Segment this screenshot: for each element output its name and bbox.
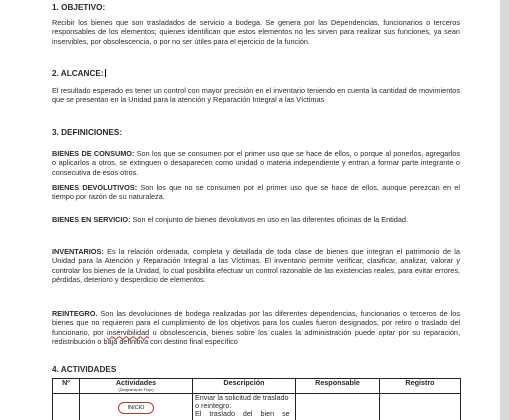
desc-bienes-servicio: Son el conjunto de bienes devolutivos en uso en las diferentes oficinas de la Entidad. [130, 215, 408, 224]
term-bienes-devolutivos: BIENES DEVOLUTIVOS: [52, 183, 138, 192]
desc-line-2: El traslado del bien se [195, 409, 290, 418]
activities-table [52, 378, 461, 420]
cell-registro [380, 394, 461, 420]
table-row [53, 394, 461, 420]
heading-alcance-text: 2. ALCANCE: [52, 69, 104, 78]
text-cursor [105, 69, 106, 77]
section-objetivo [52, 3, 460, 46]
col-header-actividades [80, 379, 193, 394]
cell-numero [53, 394, 80, 420]
spellcheck-flagged-word[interactable]: inservibilidad [107, 327, 150, 337]
heading-actividades: 4. ACTIVIDADES [52, 365, 117, 374]
col-header-numero: Nº [53, 379, 80, 394]
text-objetivo: Recibir los bienes que son trasladados de servicio a bodega. Se genera por las Dependencias, funcionarios o terceros responsables de los elementos; quienes identifican que estos elementos no les sirven para realizar sus funciones, ya sean inservibles, por obsolescencia, o por no ser útiles para el ejercicio de la función. [52, 18, 460, 46]
desc-bienes-consumo: Son los que se consumen por el primer uso que se hace de ellos, o porque al ponerlos, agregarlos o aplicarlos a otros, se extinguen o desaparecen como unidad o materia independiente y entran a formar parte integrante o consecutiva de esos otros. [52, 149, 460, 177]
section-actividades [52, 365, 460, 375]
def-inventarios [52, 247, 460, 284]
term-bienes-servicio: BIENES EN SERVICIO: [52, 215, 131, 224]
term-inventarios: INVENTARIOS: [52, 247, 104, 256]
desc-bienes-devolutivos: Son los que no se consumen por el primer uso que se hace de ellos, aunque perezcan en el tiempo por razón de su naturaleza. [52, 183, 460, 202]
table-header-row [53, 379, 461, 394]
def-bienes-consumo [52, 149, 460, 177]
desc-reintegro-part2: u obsolescencia, bienes sobre los cuales la administración puede optar por su reparación, redistribución o baja definitiva con destino final específico [52, 327, 461, 346]
heading-definiciones: 3. DEFINICIONES: [52, 128, 123, 137]
col-header-registro: Registro [380, 379, 461, 394]
col-header-responsable: Responsable [296, 379, 380, 394]
def-bienes-devolutivos [52, 183, 460, 202]
def-bienes-servicio [52, 215, 460, 224]
col-header-descripcion: Descripción [193, 379, 296, 394]
cell-descripcion [193, 394, 296, 420]
section-alcance [52, 69, 460, 105]
cell-flowchart [80, 394, 193, 420]
heading-objetivo: 1. OBJETIVO: [52, 3, 106, 12]
cell-responsable [296, 394, 380, 420]
flow-start-terminator: INICIO [118, 402, 155, 414]
col-header-actividades-label: Actividades [115, 378, 157, 387]
term-bienes-consumo: BIENES DE CONSUMO: [52, 149, 135, 158]
col-header-actividades-sub: (Diagrama de Flujo) [118, 387, 154, 392]
desc-reintegro-part1: Son las devoluciones de bodega realizadas por las diferentes dependencias, funcionarios o terceros de los bienes que no requieren para el cumplimiento de los objetivos para los cuales fueron designados, por retiro o traslado del funcionario, por [52, 309, 460, 337]
page-edge-shadow [500, 0, 509, 420]
term-reintegro: REINTEGRO. [52, 309, 98, 318]
desc-line-1: Enviar la solicitud de traslado o reintegro. [195, 393, 289, 410]
text-alcance: El resultado esperado es tener un control con mayor precisión en el inventario teniendo en cuenta la cantidad de movimientos que se presentan en la Unidad para la atención y Reparación Integral a las Víctimas [52, 86, 460, 105]
heading-alcance [52, 69, 460, 79]
def-reintegro [52, 309, 460, 346]
desc-inventarios: Es la relación ordenada, completa y detallada de toda clase de bienes que integran el patrimonio de la Unidad para la Atención y Reparación Integral a las Víctimas. El inventario permite verificar, clasificar, analizar, valorar y controlar los bienes de la Unidad, lo cual posibilita efectuar un control razonable de las existencias reales, para evitar errores, pérdidas, deterioro y desperdicio de elementos. [52, 247, 460, 284]
section-definiciones [52, 128, 460, 138]
